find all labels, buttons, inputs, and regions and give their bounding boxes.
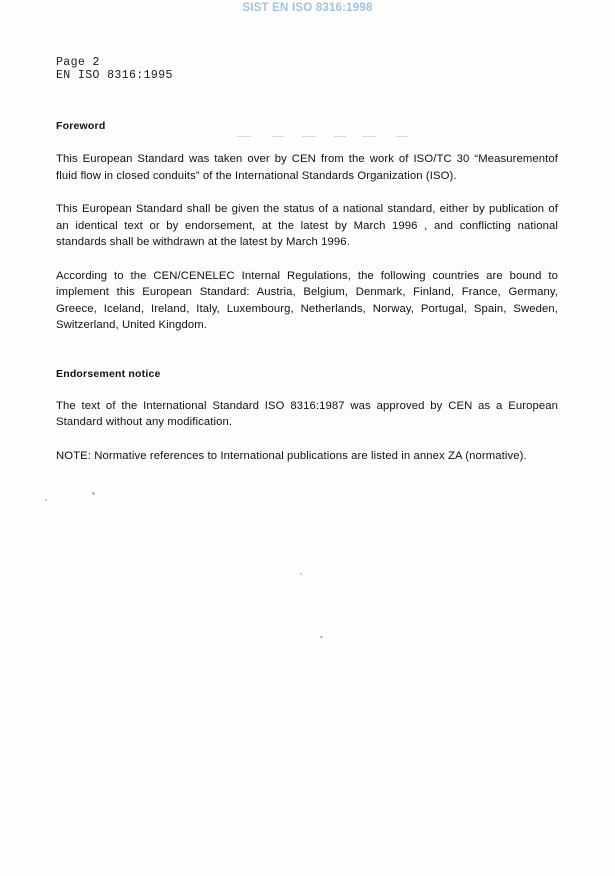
document-body bbox=[56, 120, 558, 481]
endorsement-note: NOTE: Normative references to International publications are listed in annex ZA (normative). bbox=[56, 449, 527, 462]
foreword-paragraph-2: This European Standard shall be given the status of a national standard, either by publication of an identical text or by endorsement, at the latest by March 1996 , and conflicting national standards shall be withdrawn at the latest by March 1996. bbox=[56, 203, 558, 248]
page-header bbox=[56, 56, 173, 82]
scan-speck bbox=[45, 499, 47, 501]
foreword-heading: Foreword bbox=[56, 120, 106, 132]
scan-speck bbox=[320, 636, 323, 638]
endorsement-notice-heading: Endorsement notice bbox=[56, 367, 161, 380]
scan-dust-line bbox=[396, 136, 408, 137]
header-standard-number: EN ISO 8316:1995 bbox=[56, 69, 173, 82]
scan-dust-line bbox=[237, 136, 251, 137]
scan-dust-line bbox=[272, 136, 284, 137]
scan-dust-line bbox=[334, 136, 346, 137]
scan-speck bbox=[92, 492, 95, 495]
watermark-text: SIST EN ISO 8316:1998 bbox=[242, 2, 373, 14]
foreword-paragraph-1: This European Standard was taken over by CEN from the work of ISO/TC 30 “Measurementof fluid flow in closed conduits” of the International Standards Organization (ISO). bbox=[56, 153, 558, 182]
scan-dust-line bbox=[302, 136, 316, 137]
header-page-number: Page 2 bbox=[56, 56, 100, 69]
scan-dust-line bbox=[362, 136, 376, 137]
foreword-paragraph-3: According to the CEN/CENELEC Internal Regulations, the following countries are bound to implement this European Standard: Austria, Belgium, Denmark, Finland, France, Germany, Greece, Iceland, Ireland, Italy, Luxembourg, Netherlands, Norway, Portugal, Spain, Sweden, Switzerland, United Kingdom. bbox=[56, 269, 558, 331]
scan-speck bbox=[300, 573, 302, 575]
endorsement-paragraph-1: The text of the International Standard ISO 8316:1987 was approved by CEN as a European Standard without any modification. bbox=[56, 399, 558, 428]
